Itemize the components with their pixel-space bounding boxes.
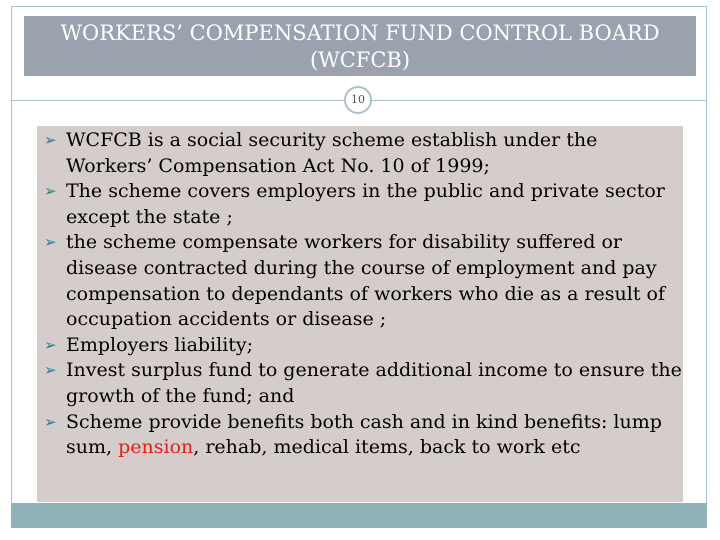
bullet-item-5 [44,358,684,409]
bullet-text-2: The scheme covers employers in the public and private sector except the state ; [66,180,665,228]
bullet-item-6 [44,410,684,461]
arrow-bullet-icon: ➢ [44,412,57,431]
bullet-text-6-end: , rehab, medical items, back to work etc [193,436,581,459]
arrow-bullet-icon: ➢ [44,233,57,252]
pension-highlight: pension [118,436,194,459]
arrow-bullet-icon: ➢ [44,131,57,149]
bullet-item-3 [44,230,684,332]
bullet-item-4 [44,333,684,359]
title-line-2: (WCFCB) [309,48,411,72]
bullet-text-1: WCFCB is a social security scheme establish under the Workers’ Compensation Act No. 10 of 1999; [66,129,598,177]
arrow-bullet-icon: ➢ [44,335,57,354]
bullet-list [44,128,684,461]
arrow-bullet-icon: ➢ [44,182,57,201]
bullet-item-1 [44,128,684,179]
slide-number-badge: 10 [344,86,372,114]
bullet-text-6-start: Scheme provide benefits both cash and in kind benefits: lump sum, [66,410,662,459]
footer-bar [11,503,707,528]
slide-title [24,16,696,76]
bullet-text-3: the scheme compensate workers for disability suffered or disease contracted during the course of employment and pay compensation to dependants of workers who die as a result of occupation accidents or disease ; [66,231,666,331]
arrow-bullet-icon: ➢ [44,361,57,380]
title-line-1: WORKERS’ COMPENSATION FUND CONTROL BOARD [60,21,660,45]
bullet-text-5: Invest surplus fund to generate additional income to ensure the growth of the fund; and [66,359,682,407]
bullet-item-2 [44,179,684,230]
bullet-text-4: Employers liability; [66,333,254,356]
